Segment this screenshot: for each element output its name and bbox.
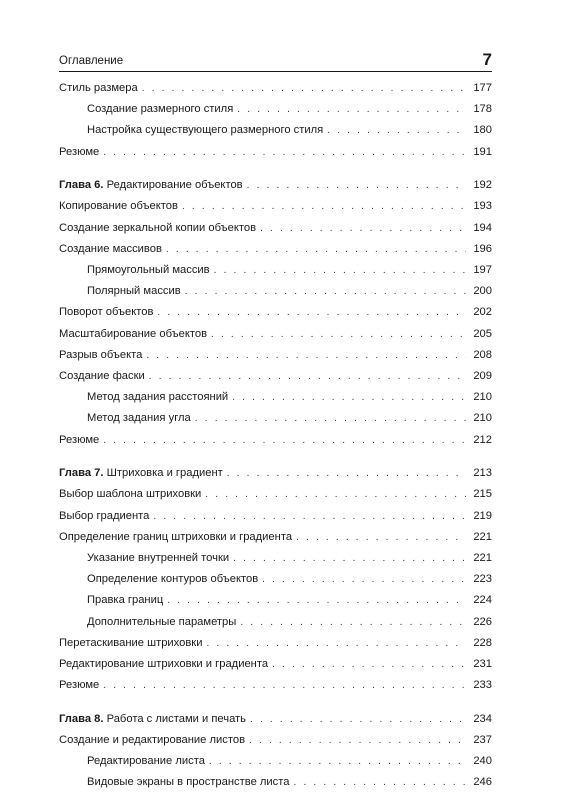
toc-entry-title <box>59 78 138 99</box>
toc-entry-title <box>87 260 210 281</box>
toc-page-number: 233 <box>473 679 492 692</box>
table-of-contents <box>59 78 492 794</box>
toc-entry-title <box>59 654 268 675</box>
toc-entry-text: Видовые экраны в пространстве листа <box>87 776 290 789</box>
toc-page-number: 210 <box>473 391 492 404</box>
dot-leader <box>185 281 466 302</box>
toc-page-number: 210 <box>473 412 492 425</box>
toc-entry-title <box>87 751 205 772</box>
toc-entry-text: Создание фаски <box>59 369 145 382</box>
toc-entry-text: Создание зеркальной копии объектов <box>59 221 257 234</box>
toc-page-number: 223 <box>473 573 492 586</box>
dot-leader <box>294 772 466 793</box>
chapter-gap <box>59 163 492 176</box>
toc-entry-text: Правка границ <box>87 594 164 607</box>
toc-entry-text: Определение контуров объектов <box>87 573 259 586</box>
toc-page-number: 202 <box>473 306 492 319</box>
running-header <box>59 48 492 72</box>
toc-entry-title <box>87 569 258 590</box>
toc-page-number: 191 <box>473 145 492 158</box>
toc-subsection-entry[interactable] <box>59 590 492 611</box>
toc-page-number: 196 <box>473 242 492 255</box>
toc-section-entry[interactable] <box>59 218 492 239</box>
toc-page-number: 178 <box>473 103 492 116</box>
toc-entry-text: Настройка существующего размерного стиля <box>87 124 324 137</box>
toc-entry-text: Перетаскивание штриховки <box>59 636 203 649</box>
toc-page-number: 246 <box>473 776 492 789</box>
toc-subsection-entry[interactable] <box>59 772 492 793</box>
dot-leader <box>103 142 466 163</box>
toc-entry-text: Определение границ штриховки и градиента <box>59 530 293 543</box>
toc-page-number: 212 <box>473 433 492 446</box>
toc-entry-title <box>59 239 162 260</box>
toc-section-entry[interactable] <box>59 527 492 548</box>
toc-entry-title <box>59 218 256 239</box>
toc-entry-title <box>59 633 202 654</box>
toc-entry-title <box>59 366 145 387</box>
dot-leader <box>157 302 466 323</box>
toc-entry-text: Дополнительные параметры <box>87 615 237 628</box>
toc-section-entry[interactable] <box>59 345 492 366</box>
toc-entry-text: Штриховка и градиент <box>103 467 223 480</box>
dot-leader <box>232 387 466 408</box>
dot-leader <box>250 709 466 730</box>
chapter-gap <box>59 696 492 709</box>
toc-page-number: 237 <box>473 733 492 746</box>
dot-leader <box>205 484 466 505</box>
toc-subsection-entry[interactable] <box>59 260 492 281</box>
dot-leader <box>237 99 466 120</box>
toc-section-entry[interactable] <box>59 675 492 696</box>
toc-entry-text: Выбор градиента <box>59 509 150 522</box>
dot-leader <box>247 175 466 196</box>
dot-leader <box>327 120 466 141</box>
toc-entry-text: Резюме <box>59 433 100 446</box>
toc-chapter-entry[interactable] <box>59 175 492 196</box>
dot-leader <box>272 654 466 675</box>
toc-subsection-entry[interactable] <box>59 751 492 772</box>
toc-entry-text: Редактирование листа <box>87 755 205 768</box>
toc-page-number: 194 <box>473 221 492 234</box>
toc-page-number: 224 <box>473 594 492 607</box>
toc-page-number: 208 <box>473 348 492 361</box>
toc-page-number: 231 <box>473 657 492 670</box>
chapter-label: Глава 6. <box>59 179 104 192</box>
toc-entry-title <box>59 463 223 484</box>
toc-entry-text: Работа с листами и печать <box>103 712 247 725</box>
toc-entry-text: Метод задания угла <box>87 412 191 425</box>
dot-leader <box>149 366 466 387</box>
toc-page-number: 197 <box>473 264 492 276</box>
toc-entry-text: Метод задания расстояний <box>87 391 229 404</box>
toc-entry-title <box>87 612 236 633</box>
chapter-label: Глава 7. <box>59 467 104 480</box>
toc-entry-title <box>59 430 99 451</box>
chapter-gap <box>59 451 492 464</box>
toc-section-entry[interactable] <box>59 142 492 163</box>
toc-entry-text: Стиль размера <box>59 82 138 94</box>
toc-entry-text: Разрыв объекта <box>59 348 143 361</box>
toc-section-entry[interactable] <box>59 239 492 260</box>
toc-entry-text: Прямоугольный массив <box>87 264 210 276</box>
dot-leader <box>240 612 466 633</box>
toc-subsection-entry[interactable] <box>59 612 492 633</box>
toc-entry-title <box>59 345 142 366</box>
toc-page-number: 180 <box>473 124 492 137</box>
toc-section-entry[interactable] <box>59 654 492 675</box>
toc-page-number: 228 <box>473 636 492 649</box>
toc-section-entry[interactable] <box>59 78 492 99</box>
toc-entry-text: Резюме <box>59 145 100 158</box>
toc-entry-title <box>87 99 233 120</box>
toc-page-number: 209 <box>473 369 492 382</box>
toc-page-number: 221 <box>473 530 492 543</box>
toc-entry-title <box>87 408 191 429</box>
toc-chapter-entry[interactable] <box>59 709 492 730</box>
toc-entry-text: Редактирование штриховки и градиента <box>59 657 269 670</box>
toc-entry-title <box>59 675 99 696</box>
toc-subsection-entry[interactable] <box>59 99 492 120</box>
toc-page-number: 177 <box>473 82 492 94</box>
toc-entry-title <box>59 175 243 196</box>
toc-entry-title <box>87 387 228 408</box>
toc-section-entry[interactable] <box>59 506 492 527</box>
dot-leader <box>166 239 466 260</box>
dot-leader <box>142 78 466 99</box>
toc-entry-title <box>59 527 292 548</box>
toc-subsection-entry[interactable] <box>59 120 492 141</box>
chapter-label: Глава 8. <box>59 712 104 725</box>
dot-leader <box>296 527 466 548</box>
header-rule <box>59 71 492 72</box>
toc-entry-title <box>59 730 245 751</box>
toc-entry-text: Выбор шаблона штриховки <box>59 488 202 501</box>
toc-entry-title <box>59 196 178 217</box>
toc-entry-text: Создание размерного стиля <box>87 103 234 116</box>
toc-section-entry[interactable] <box>59 430 492 451</box>
toc-section-entry[interactable] <box>59 302 492 323</box>
toc-section-entry[interactable] <box>59 196 492 217</box>
toc-page-number: 226 <box>473 615 492 628</box>
dot-leader <box>227 463 466 484</box>
toc-entry-text: Масштабирование объектов <box>59 327 208 340</box>
toc-entry-title <box>59 506 149 527</box>
toc-page-number: 219 <box>473 509 492 522</box>
toc-page-number: 192 <box>473 179 492 192</box>
toc-entry-text: Полярный массив <box>87 285 181 298</box>
toc-section-entry[interactable] <box>59 484 492 505</box>
toc-chapter-entry[interactable] <box>59 463 492 484</box>
dot-leader <box>211 324 466 345</box>
toc-subsection-entry[interactable] <box>59 281 492 302</box>
header-title: Оглавление <box>59 55 124 67</box>
toc-section-entry[interactable] <box>59 366 492 387</box>
dot-leader <box>182 196 466 217</box>
toc-entry-text: Создание и редактирование листов <box>59 733 246 746</box>
dot-leader <box>214 260 466 281</box>
toc-entry-text: Редактирование объектов <box>103 179 243 192</box>
dot-leader <box>206 633 466 654</box>
toc-subsection-entry[interactable] <box>59 387 492 408</box>
toc-entry-title <box>59 324 207 345</box>
toc-entry-title <box>59 142 99 163</box>
dot-leader <box>260 218 466 239</box>
toc-entry-title <box>59 709 246 730</box>
toc-entry-text: Поворот объектов <box>59 306 154 319</box>
toc-page-number: 213 <box>473 467 492 480</box>
dot-leader <box>146 345 466 366</box>
toc-page-number: 234 <box>473 712 492 725</box>
toc-entry-title <box>87 590 163 611</box>
dot-leader <box>209 751 466 772</box>
dot-leader <box>262 569 466 590</box>
toc-section-entry[interactable] <box>59 633 492 654</box>
toc-entry-title <box>87 772 290 793</box>
toc-page-number: 221 <box>473 551 492 564</box>
toc-entry-text: Указание внутренней точки <box>87 551 230 564</box>
toc-entry-title <box>59 484 201 505</box>
toc-section-entry[interactable] <box>59 730 492 751</box>
dot-leader <box>195 408 466 429</box>
toc-subsection-entry[interactable] <box>59 569 492 590</box>
toc-entry-title <box>87 548 229 569</box>
toc-section-entry[interactable] <box>59 324 492 345</box>
toc-page-number: 215 <box>473 488 492 501</box>
toc-page-number: 240 <box>473 755 492 768</box>
toc-subsection-entry[interactable] <box>59 548 492 569</box>
dot-leader <box>233 548 466 569</box>
toc-entry-title <box>87 120 323 141</box>
dot-leader <box>249 730 466 751</box>
toc-page-number: 200 <box>473 285 492 298</box>
dot-leader <box>167 590 466 611</box>
dot-leader <box>103 430 466 451</box>
toc-subsection-entry[interactable] <box>59 408 492 429</box>
toc-entry-text: Резюме <box>59 679 100 692</box>
toc-entry-title <box>59 302 153 323</box>
toc-entry-text: Создание массивов <box>59 242 162 255</box>
toc-entry-text: Копирование объектов <box>59 200 178 213</box>
toc-entry-title <box>87 281 181 302</box>
toc-page-number: 205 <box>473 327 492 340</box>
dot-leader <box>103 675 466 696</box>
page-number: 7 <box>482 50 492 69</box>
toc-page-number: 193 <box>473 200 492 213</box>
dot-leader <box>153 506 466 527</box>
